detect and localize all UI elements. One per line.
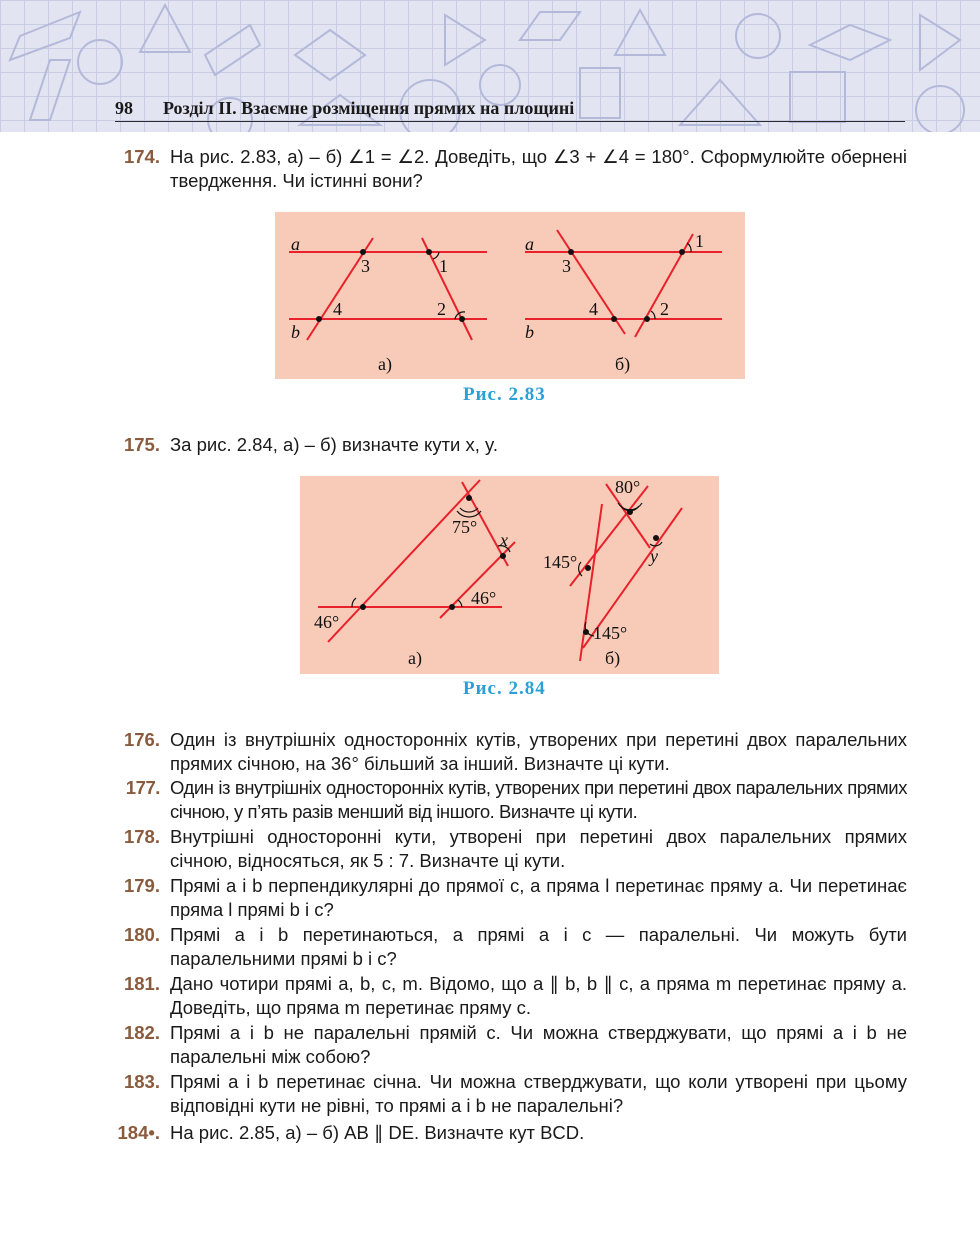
problem-183 bbox=[123, 1070, 907, 1118]
figure-background bbox=[300, 476, 719, 674]
problem-184 bbox=[117, 1121, 907, 1145]
angle-label-80: 80° bbox=[615, 477, 641, 497]
header-rule bbox=[115, 121, 905, 122]
problem-number: 179. bbox=[123, 875, 160, 896]
problem-text: Один із внутрішніх односторонніх кутів, утворених при перетині двох паралельних прямих січною, у п’ять разів менший від іншого. Визначте ці кути. bbox=[170, 777, 907, 822]
angle-label-4: 4 bbox=[333, 299, 342, 319]
problem-number: 176. bbox=[123, 729, 160, 750]
angle-label-75: 75° bbox=[452, 517, 478, 537]
problem-number: 182. bbox=[123, 1022, 160, 1043]
problem-number: 177. bbox=[125, 777, 160, 798]
panel-label-a: а) bbox=[408, 648, 422, 668]
line-label-a: a bbox=[291, 234, 300, 254]
angle-label-3: 3 bbox=[361, 256, 370, 276]
problem-text: На рис. 2.85, а) – б) AB ∥ DE. Визначте кут BCD. bbox=[170, 1122, 585, 1143]
problem-179 bbox=[123, 874, 907, 922]
problem-177 bbox=[125, 776, 907, 824]
problem-number: 184•. bbox=[117, 1122, 160, 1143]
angle-label-1: 1 bbox=[439, 256, 448, 276]
problem-text: Прямі a і b не паралельні прямій c. Чи можна стверджувати, що прямі a і b не паралельні між собою? bbox=[170, 1022, 907, 1067]
angle-label-1: 1 bbox=[695, 231, 704, 251]
figure-2-84 bbox=[300, 476, 719, 674]
angle-label-y: y bbox=[650, 546, 658, 566]
line-label-a: a bbox=[525, 234, 534, 254]
angle-label-4: 4 bbox=[589, 299, 598, 319]
problem-182 bbox=[123, 1021, 907, 1069]
problem-174 bbox=[123, 145, 907, 193]
page-number: 98 bbox=[115, 98, 133, 118]
figure-caption: Рис. 2.83 bbox=[463, 384, 546, 405]
angle-label-2: 2 bbox=[437, 299, 446, 319]
figure-2-83 bbox=[275, 212, 745, 379]
angle-label-145-mid: 145° bbox=[543, 552, 578, 572]
problem-text: На рис. 2.83, а) – б) ∠1 = ∠2. Доведіть, що ∠3 + ∠4 = 180°. Сформулюйте обернені твердження. Чи істинні вони? bbox=[170, 146, 907, 191]
problem-text: Прямі a і b перпендикулярні до прямої c, а пряма l перетинає пряму a. Чи перетинає пряма l прямі b і c? bbox=[170, 875, 907, 920]
problem-176 bbox=[123, 728, 907, 776]
angle-label-3: 3 bbox=[562, 256, 571, 276]
angle-label-x: x bbox=[500, 530, 508, 550]
problem-number: 178. bbox=[123, 826, 160, 847]
problem-178 bbox=[123, 825, 907, 873]
angle-label-46-right: 46° bbox=[471, 588, 497, 608]
problem-number: 174. bbox=[123, 146, 160, 167]
figure-caption: Рис. 2.84 bbox=[463, 678, 546, 699]
line-label-b: b bbox=[525, 322, 534, 342]
problem-number: 183. bbox=[123, 1071, 160, 1092]
problem-180 bbox=[123, 923, 907, 971]
panel-label-a: а) bbox=[378, 354, 392, 374]
angle-label-145-bottom: 145° bbox=[593, 623, 628, 643]
problem-181 bbox=[123, 972, 907, 1020]
problem-number: 181. bbox=[123, 973, 160, 994]
problem-text: Прямі a і b перетинаються, а прямі a і c — паралельні. Чи можуть бути паралельними прямі b і c? bbox=[170, 924, 907, 969]
problem-text: Внутрішні односторонні кути, утворені при перетині двох паралельних прямих січною, відносяться, як 5 : 7. Визначте ці кути. bbox=[170, 826, 907, 871]
section-title: Розділ ІІ. Взаємне розміщення прямих на площині bbox=[163, 98, 575, 118]
problem-number: 175. bbox=[123, 434, 160, 455]
angle-label-46-left: 46° bbox=[314, 612, 340, 632]
line-label-b: b bbox=[291, 322, 300, 342]
panel-label-b: б) bbox=[605, 648, 621, 668]
problem-text: Дано чотири прямі a, b, c, m. Відомо, що a ∥ b, b ∥ c, а пряма m перетинає пряму a. Доведіть, що пряма m перетинає пряму c. bbox=[170, 973, 907, 1018]
problem-text: Прямі a і b перетинає січна. Чи можна стверджувати, що коли утворені при цьому відповідні кути не рівні, то прямі a і b не паралельні? bbox=[170, 1071, 907, 1116]
problem-text: За рис. 2.84, а) – б) визначте кути x, y. bbox=[170, 434, 499, 455]
figure-background bbox=[275, 212, 745, 379]
angle-label-2: 2 bbox=[660, 299, 669, 319]
problem-text: Один із внутрішніх односторонніх кутів, утворених при перетині двох паралельних прямих січною, на 36° більший за інший. Визначте ці кути. bbox=[170, 729, 907, 774]
problem-175 bbox=[123, 433, 907, 457]
panel-label-b: б) bbox=[615, 354, 631, 374]
problem-number: 180. bbox=[123, 924, 160, 945]
